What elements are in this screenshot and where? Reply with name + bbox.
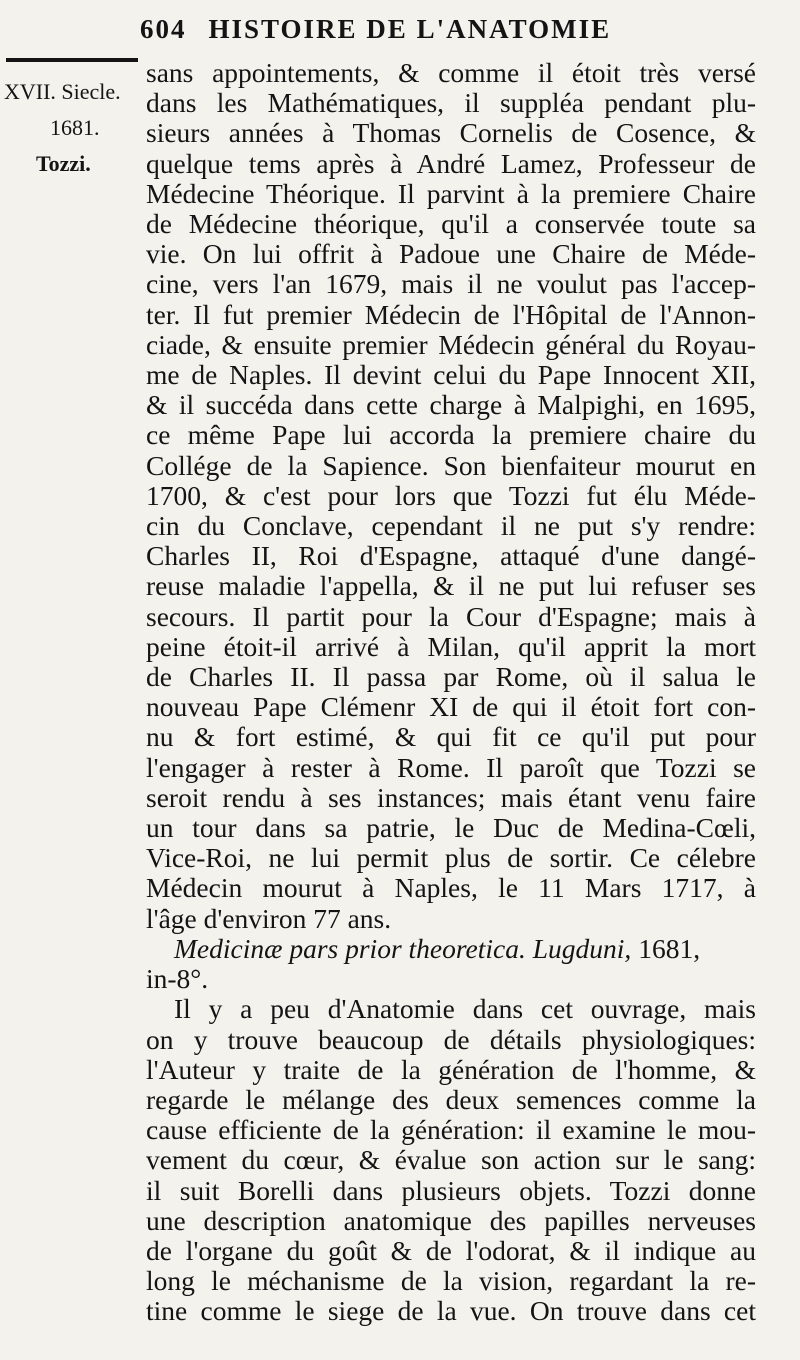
text-line: de l'organe du goût & de l'odorat, & il indique au — [146, 1234, 756, 1266]
text-line: on y trouve beaucoup de détails physiologiques: — [146, 1023, 756, 1055]
text-line: Il y a peu d'Anatomie dans cet ouvrage, mais — [174, 993, 756, 1025]
running-title: HISTOIRE DE L'ANATOMIE — [208, 14, 612, 44]
text-line: sieurs années à Thomas Cornelis de Cosence, & — [146, 117, 756, 149]
text-line: dans les Mathématiques, il suppléa pendant plu- — [146, 87, 756, 119]
citation-line — [146, 934, 756, 964]
text-line: de Médecine théorique, qu'il a conservée toute sa — [146, 208, 756, 240]
text-line: vement du cœur, & évalue son action sur le sang: — [146, 1144, 756, 1176]
text-line: nouveau Pape Clémenr XI de qui il étoit fort con- — [146, 691, 756, 723]
margin-century: XVII. Siecle. — [4, 79, 121, 104]
text-line: Charles II, Roi d'Espagne, attaqué d'une dangé- — [146, 540, 756, 572]
text-line: seroit rendu à ses instances; mais étant venu faire — [146, 781, 756, 813]
text-line: 1700, & c'est pour lors que Tozzi fut élu Méde- — [146, 479, 756, 511]
text-line: regarde le mélange des deux semences comme la — [146, 1083, 756, 1115]
text-line: cause efficiente de la génération: il examine le mou- — [146, 1114, 756, 1146]
text-line: quelque tems après à André Lamez, Professeur de — [146, 147, 756, 179]
text-line: Collége de la Sapience. Son bienfaiteur mourut en — [146, 449, 756, 481]
text-line: reuse maladie l'appella, & il ne put lui refuser ses — [146, 570, 756, 602]
page-number: 604 — [140, 14, 187, 44]
text-line: l'engager à rester à Rome. Il paroît que Tozzi se — [146, 751, 756, 783]
text-line: l'Auteur y traite de la génération de l'homme, & — [146, 1053, 756, 1085]
text-line: ter. Il fut premier Médecin de l'Hôpital de l'Annon- — [146, 298, 756, 330]
citation-title: Medicinæ pars prior theoretica. — [174, 932, 526, 964]
text-line: long le méchanisme de la vision, regardant la re- — [146, 1265, 756, 1297]
text-line: cine, vers l'an 1679, mais il ne voulut pas l'accep- — [146, 268, 756, 300]
description-paragraph — [146, 994, 756, 1326]
biography-paragraph — [146, 58, 756, 934]
text-line: ce même Pape lui accorda la premiere chaire du — [146, 419, 756, 451]
text-line: il suit Borelli dans plusieurs objets. Tozzi donne — [146, 1174, 756, 1206]
citation-format: in-8°. — [146, 963, 209, 995]
text-line: vie. On lui offrit à Padoue une Chaire de Méde- — [146, 238, 756, 270]
margin-notes — [4, 74, 140, 182]
margin-rule — [6, 58, 138, 62]
margin-year: 1681. — [50, 115, 100, 140]
text-line: nu & fort estimé, & qui fit ce qu'il put pour — [146, 721, 756, 753]
text-line: l'âge d'environ 77 ans. — [146, 902, 392, 934]
text-line: Vice-Roi, ne lui permit plus de sortir. Ce célebre — [146, 842, 756, 874]
margin-name: Tozzi. — [36, 151, 91, 176]
body-text — [146, 58, 756, 1327]
text-line: un tour dans sa patrie, le Duc de Medina-Cœli, — [146, 812, 756, 844]
text-line: ciade, & ensuite premier Médecin général du Royau- — [146, 328, 756, 360]
text-line: Médecine Théorique. Il parvint à la premiere Chaire — [146, 177, 756, 209]
text-line: cin du Conclave, cependant il ne put s'y rendre: — [146, 510, 756, 542]
text-line: & il succéda dans cette charge à Malpighi, en 1695, — [146, 389, 756, 421]
text-line: une description anatomique des papilles nerveuses — [146, 1204, 756, 1236]
text-line: tine comme le siege de la vue. On trouve dans cet — [146, 1295, 756, 1327]
text-line: peine étoit-il arrivé à Milan, qu'il apprit la mort — [146, 630, 756, 662]
running-head — [140, 14, 660, 45]
text-line: sans appointements, & comme il étoit très versé — [146, 57, 756, 88]
citation-year: 1681, — [638, 932, 701, 964]
text-line: Médecin mourut à Naples, le 11 Mars 1717, à — [146, 872, 756, 904]
text-line: secours. Il partit pour la Cour d'Espagne; mais à — [146, 600, 756, 632]
text-line: de Charles II. Il passa par Rome, où il salua le — [146, 661, 756, 693]
text-line: me de Naples. Il devint celui du Pape Innocent XII, — [146, 359, 756, 391]
citation-place: Lugduni, — [532, 932, 632, 964]
